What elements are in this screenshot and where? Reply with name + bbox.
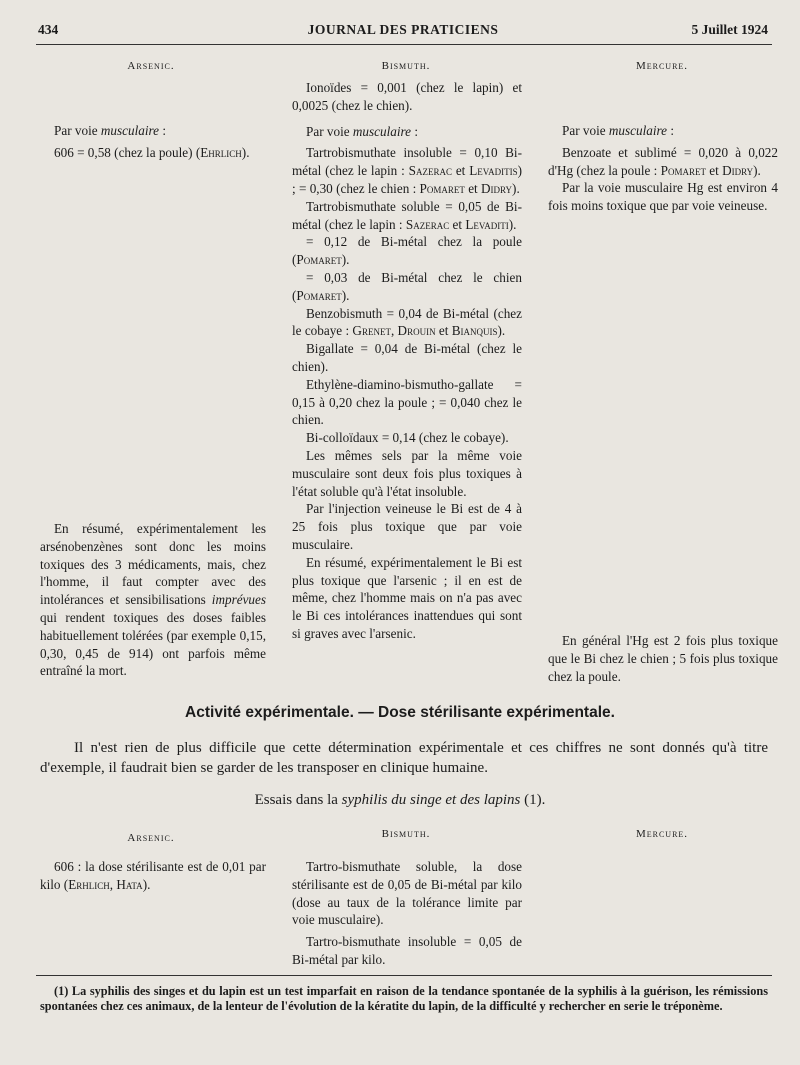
header-rule [36,44,772,45]
bismuth-poule: = 0,12 de Bi-métal chez la poule (Pomaret). [292,234,522,268]
mercure-voie-musculaire: Par la voie musculaire Hg est environ 4 fois moins toxique que par voie veineuse. [548,180,778,214]
footnote-rule [36,975,772,976]
bismuth-column-top [292,79,522,643]
essais-heading: Essais dans la syphilis du singe et des lapins (1). [254,792,546,808]
journal-title: JOURNAL DES PRATICIENS [307,22,499,37]
mercure-voie-label: Par voie musculaire : [562,123,674,138]
footnote: (1) La syphilis des singes et du lapin est un test imparfait en raison de la tendance spontanée de la syphilis à la guérison, les rémissions spontanées chez ces animaux, de la lenteur de l'évolution de la kératite du lapin, de la difficulté y rechercher en serie le tréponème. [40,984,768,1013]
mercure-heading-bottom: Mercure. [635,828,689,840]
section-title: Activité expérimentale. — Dose stérilisante expérimentale. [185,704,615,721]
bismuth-benzobismuth: Benzobismuth = 0,04 de Bi-métal (chez le cobaye : Grenet, Drouin et Bianquis). [292,305,522,339]
bismuth-tartro-soluble-dose: Tartro-bismuthate soluble, la dose stérilisante est de 0,05 de Bi-métal par kilo (dose au taux de la tolérance limite par voie musculaire). [292,859,522,928]
arsenic-heading-bottom: Arsenic. [127,832,175,844]
bismuth-memes-sels: Les mêmes sels par la même voie musculaire sont deux fois plus toxiques à l'état soluble qu'à l'état insoluble. [292,447,522,499]
arsenic-column-top [40,122,266,162]
arsenic-resume [40,520,266,680]
page-header [38,22,768,40]
arsenic-column-bottom [40,858,266,894]
bismuth-tartro-soluble: Tartrobismuthate soluble = 0,05 de Bi-métal (chez le lapin : Sazerac et Levaditi). [292,198,522,232]
arsenic-heading: Arsenic. [127,60,175,72]
bismuth-ethylene: Ethylène-diamino-bismutho-gallate = 0,15 à 0,20 chez la poule ; = 0,040 chez le chien. [292,376,522,428]
bismuth-ionoides: Ionoïdes = 0,001 (chez le lapin) et 0,0025 (chez le chien). [292,80,522,113]
arsenic-voie-label: Par voie musculaire : [54,123,166,138]
bismuth-heading-bottom: Bismuth. [381,828,431,840]
intro-paragraph: Il n'est rien de plus difficile que cette détermination expérimentale et ces chiffres ne sont donnés qu'à titre d'exemple, il faudrait bien se garder de les transposer en clinique humaine. [40,740,768,776]
mercure-benzoate: Benzoate et sublimé = 0,020 à 0,022 d'Hg (chez la poule : Pomaret et Didry). [548,144,778,178]
mercure-heading: Mercure. [635,60,689,72]
mercure-general [548,632,778,685]
bismuth-voie-label: Par voie musculaire : [306,123,418,139]
bismuth-heading: Bismuth. [381,60,431,72]
arsenic-dose-sterilisante: 606 : la dose stérilisante est de 0,01 par kilo (Erhlich, Hata). [40,859,266,892]
bismuth-tartro-insoluble-dose: Tartro-bismuthate insoluble = 0,05 de Bi-métal par kilo. [292,934,522,967]
arsenic-606-value: 606 = 0,58 (chez la poule) (Ehrlich). [54,144,250,160]
mercure-general-text: En général l'Hg est 2 fois plus toxique que le Bi chez le chien ; 5 fois plus toxique chez la poule. [548,633,778,684]
arsenic-resume-text: En résumé, expérimentalement les arsénobenzènes sont donc les moins toxiques des 3 médicaments, mais, chez l'homme, il faut compter avec des intolérances et sensibilisations imprévues qui rendent toxiques des doses faibles habituellement tolérées (par exemple 0,15, 0,30, 0,45 de 914) ont parfois même entraîné la mort. [40,521,266,679]
bismuth-resume: En résumé, expérimentalement le Bi est plus toxique que l'arsenic ; il en est de même, chez l'homme mais on n'a pas avec le Bi ces intolérances inattendues qui sont si graves avec l'arsenic. [292,554,522,641]
issue-date: 5 Juillet 1924 [691,22,768,37]
bismuth-injection-veineuse: Par l'injection veineuse le Bi est de 4 à 25 fois plus toxique que par voie musculaire. [292,501,522,552]
bismuth-bigallate: Bigallate = 0,04 de Bi-métal (chez le chien). [292,341,522,374]
page-number: 434 [38,22,59,37]
bismuth-colloidaux: Bi-colloïdaux = 0,14 (chez le cobaye). [306,430,509,446]
bismuth-column-bottom [292,858,522,969]
bismuth-chien: = 0,03 de Bi-métal chez le chien (Pomaret). [292,269,522,303]
bismuth-tartro-insoluble: Tartrobismuthate insoluble = 0,10 Bi-métal (chez le lapin : Sazerac et Levaditis) ; = 0,30 (chez le chien : Pomaret et Didry). [292,145,522,196]
mercure-column-top [548,122,778,215]
